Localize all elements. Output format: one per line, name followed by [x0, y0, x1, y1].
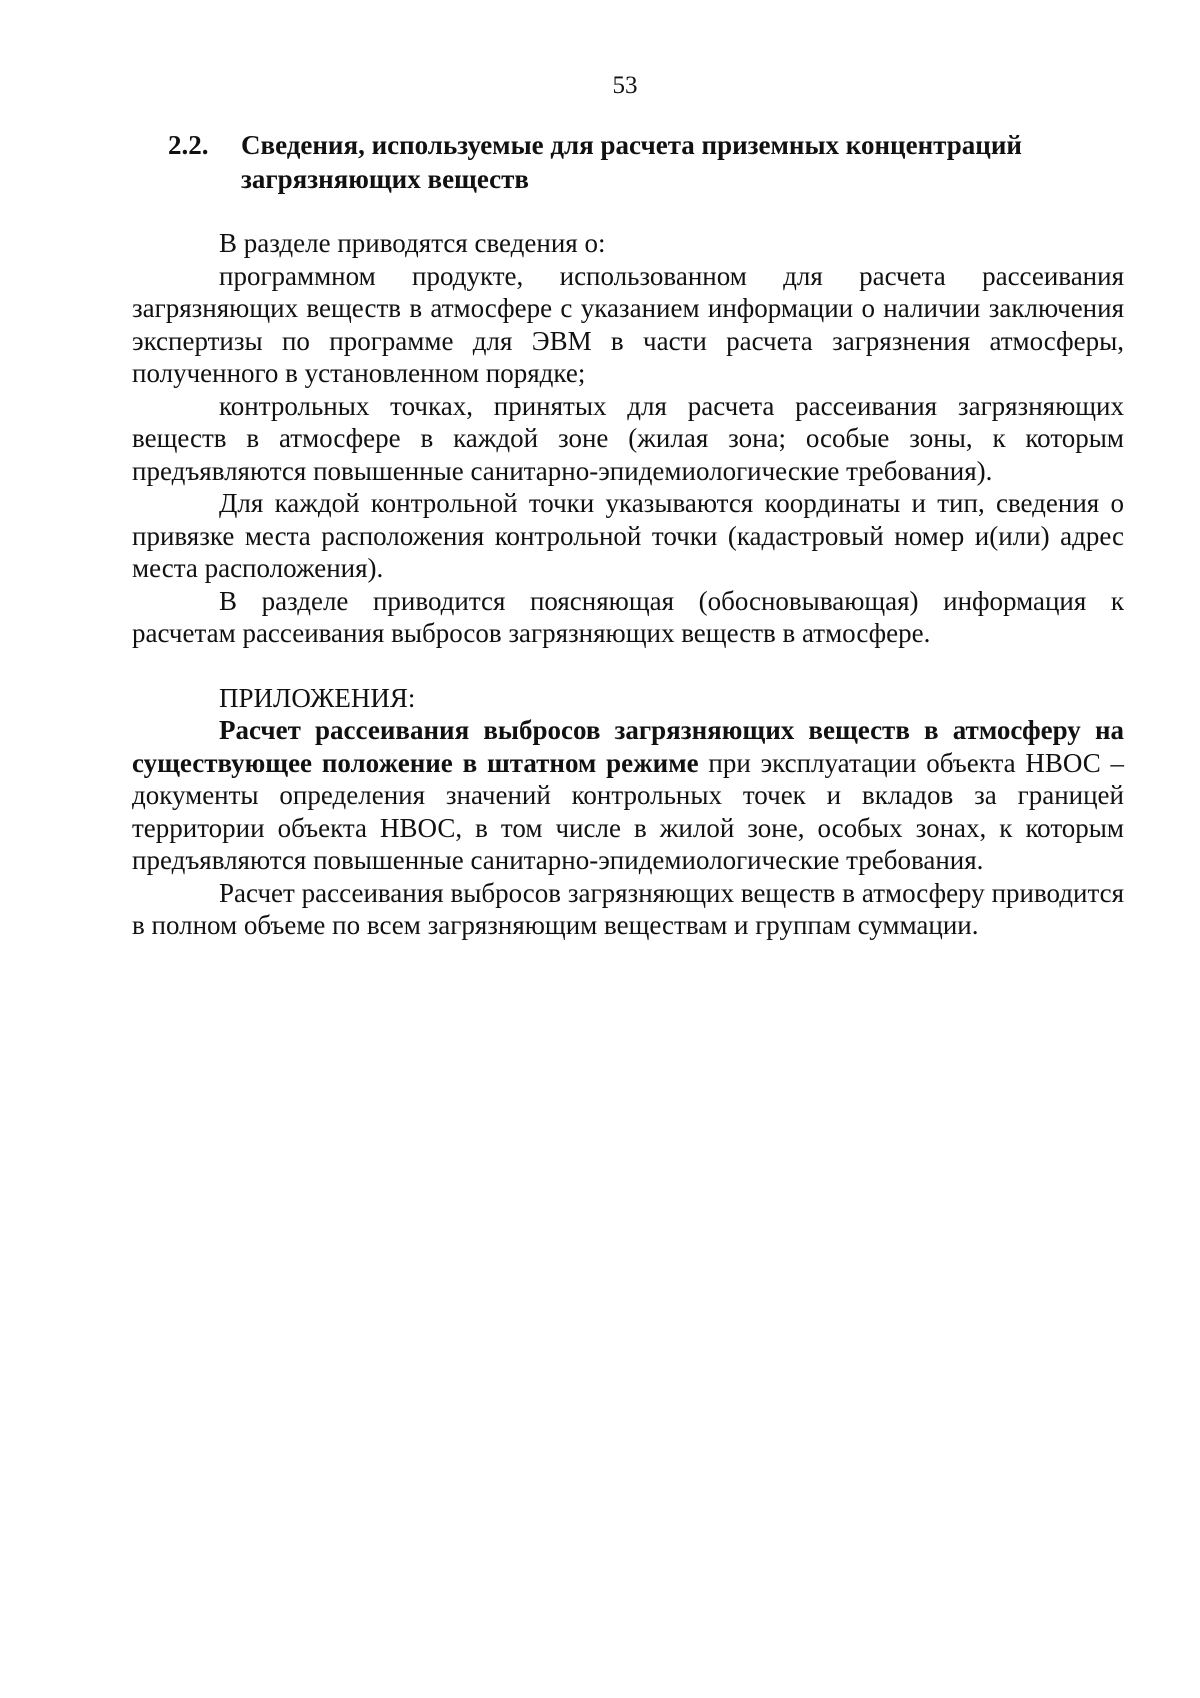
paragraph-intro: В разделе приводятся сведения о: [219, 228, 606, 258]
page-number: 53 [612, 72, 638, 99]
section-heading [168, 128, 1128, 196]
document-body [132, 227, 1124, 942]
appendix-item-full-scope: Расчет рассеивания выбросов загрязняющих веществ в атмосферу приводится в полном объеме по всем загрязняющим веществам и группам суммации. [132, 877, 1124, 940]
paragraph-explanatory: В разделе приводится поясняющая (обосновывающая) информация к расчетам рассеивания выбросов загрязняющих веществ в атмосфере. [132, 585, 1124, 648]
appendix-item-bold-text: Расчет рассеивания выбросов загрязняющих веществ в атмосферу на существующее положение в штатном режиме [132, 715, 1124, 778]
appendix-item-text: при эксплуатации объекта НВОС – документы определения значений контрольных точек и вкладов за границей территории объекта НВОС, в том числе в жилой зоне, особых зонах, к которым предъявляются повышенные санитарно-эпидемиологические требования. [132, 747, 1124, 875]
appendices-label: ПРИЛОЖЕНИЯ: [219, 682, 416, 713]
paragraph-software: программном продукте, использованном для расчета рассеивания загрязняющих веществ в атмосфере с указанием информации о наличии заключения экспертизы по программе для ЭВМ в части расчета загрязнения атмосферы, полученного в установленном порядке; [132, 260, 1124, 388]
section-title: Сведения, используемые для расчета приземных концентраций загрязняющих веществ [241, 130, 1022, 194]
paragraph-coordinates: Для каждой контрольной точки указываются координаты и тип, сведения о привязке места расположения контрольной точки (кадастровый номер и(или) адрес места расположения). [132, 488, 1124, 583]
paragraph-spacer [132, 650, 1124, 682]
section-number: 2.2. [168, 130, 209, 160]
paragraph-control-points: контрольных точках, принятых для расчета рассеивания загрязняющих веществ в атмосфере в каждой зоне (жилая зона; особые зоны, к которым предъявляются повышенные санитарно-эпидемиологические требования). [132, 390, 1124, 486]
appendix-item-dispersion [132, 714, 1124, 877]
